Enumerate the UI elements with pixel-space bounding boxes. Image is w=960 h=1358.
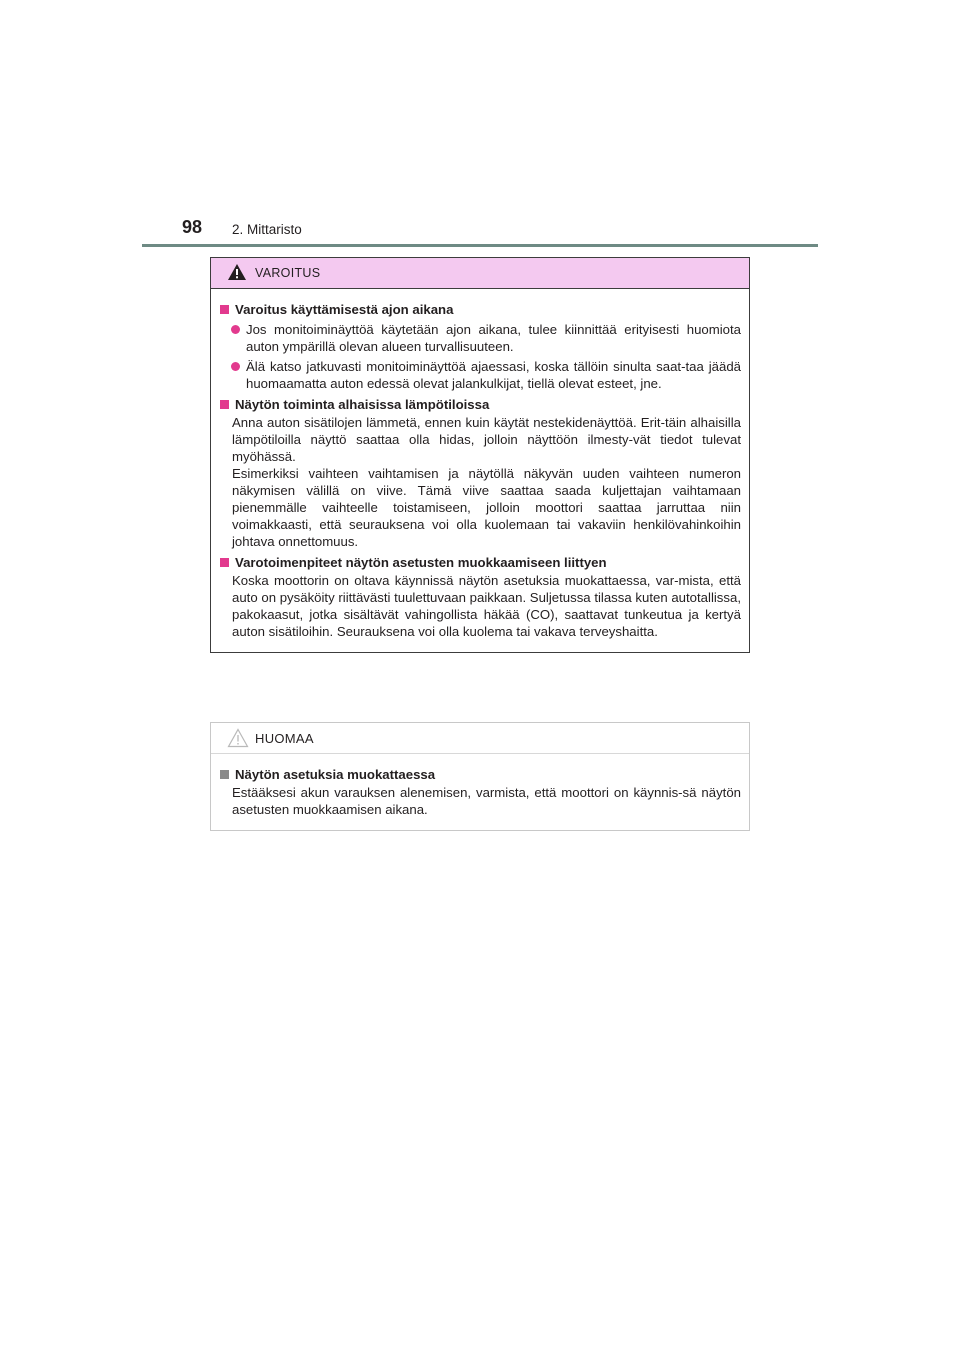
section-title: 2. Mittaristo xyxy=(232,222,302,237)
header-rule xyxy=(142,244,818,247)
square-bullet-icon xyxy=(220,770,229,779)
warning-triangle-icon xyxy=(227,263,247,286)
notice-title: HUOMAA xyxy=(255,731,314,746)
warning-paragraph: Koska moottorin on oltava käynnissä näytön asetuksia muokattaessa, var-mista, että auto on pysäköity riittävästi tuulettuvaan paikkaan. Suljetussa tilassa kuten autotallissa, pakokaasut, jotka sisältävät vahingollista häkää (CO), saattavat tunkeutua ja kertyä auton sisätiloihin. Seurauksena voi olla kuolema tai vakava terveyshaitta. xyxy=(232,573,741,639)
round-bullet-icon xyxy=(231,325,240,334)
warning-box xyxy=(210,257,750,653)
notice-heading: Näytön asetuksia muokattaessa xyxy=(219,766,741,783)
square-bullet-icon xyxy=(220,558,229,567)
warning-bullet: Älä katso jatkuvasti monitoiminäyttöä ajaessasi, koska tällöin sinulta saat-taa jäädä huomaamatta auton edessä olevat jalankulkijat, tiellä olevat esteet, jne. xyxy=(219,358,741,392)
warning-title: VAROITUS xyxy=(255,266,321,280)
notice-body xyxy=(211,754,749,830)
square-bullet-icon xyxy=(220,305,229,314)
warning-heading-low-temperature: Näytön toiminta alhaisissa lämpötiloissa xyxy=(219,396,741,413)
warning-paragraph: Anna auton sisätilojen lämmetä, ennen kuin käytät nestekidenäyttöä. Erit-täin alhaisilla lämpötiloilla näyttö saattaa olla hidas, jolloin näyttöön ilmesty-vät tiedot tulevat myöhässä. xyxy=(232,415,741,464)
warning-paragraph: Esimerkiksi vaihteen vaihtamisen ja näytöllä näkyvän uuden vaihteen numeron näkymisen välillä on viive. Tämä viive saattaa saada kuljettajan vaihtamaan pienemmälle vaihteelle toistamiseen, jolloin moottori saattaa jarruttaa niin voimakkaasti, että seurauksena voi olla kuolemaan tai vakaviin henkilövahinkoihin johtava onnettomuus. xyxy=(232,466,741,549)
round-bullet-icon xyxy=(231,362,240,371)
warning-heading-settings-precautions: Varotoimenpiteet näytön asetusten muokkaamiseen liittyen xyxy=(219,554,741,571)
warning-heading-driving: Varoitus käyttämisestä ajon aikana xyxy=(219,301,741,318)
notice-paragraph: Estääksesi akun varauksen alenemisen, varmista, että moottori on käynnis-sä näytön asetusten muokkaamisen aikana. xyxy=(232,785,741,817)
page-number: 98 xyxy=(182,217,203,237)
warning-header xyxy=(211,258,749,289)
notice-header xyxy=(211,723,749,754)
warning-bullet: Jos monitoiminäyttöä käytetään ajon aikana, tulee kiinnittää erityisesti huomiota auton ympärillä olevan alueen turvallisuuteen. xyxy=(219,321,741,355)
warning-body xyxy=(211,289,749,652)
notice-box xyxy=(210,722,750,831)
square-bullet-icon xyxy=(220,400,229,409)
caution-triangle-outline-icon xyxy=(227,728,249,753)
